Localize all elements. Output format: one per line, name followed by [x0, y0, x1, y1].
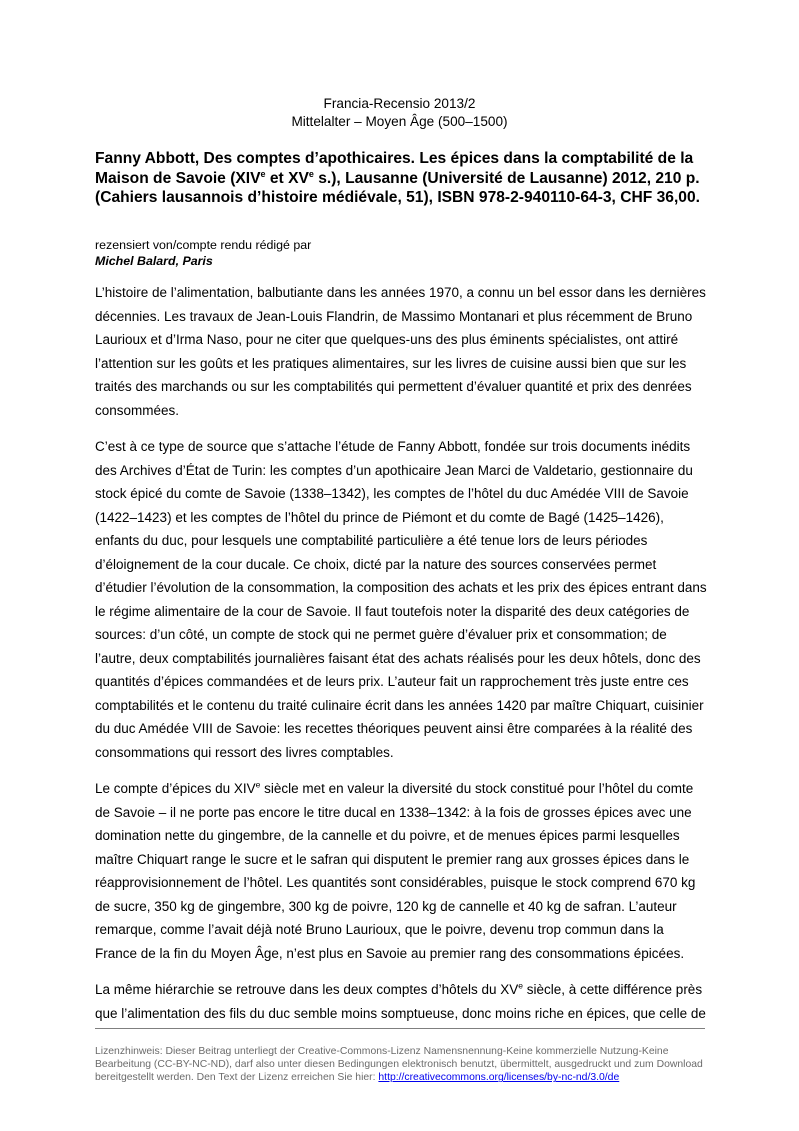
journal-section: Mittelalter – Moyen Âge (500–1500) [291, 114, 508, 129]
license-text: Lizenzhinweis: Dieser Beitrag unterliegt der Creative-Commons-Lizenz Namensnennung-Keine kommerzielle Nutzung-Keine Bearbeitung (CC-BY-NC-ND), darf also unter diesen Bedingungen elektronisch benutzt, übermittelt, ausgedruckt und zum Download bereitgestellt werden. Den Text der Lizenz erreichen Sie hier: [95, 1046, 703, 1084]
journal-header [0, 95, 799, 131]
footer-divider [95, 1028, 705, 1029]
journal-issue: Francia-Recensio 2013/2 [323, 96, 476, 111]
paragraph-4-start: La même hiérarchie se retrouve dans les deux comptes d’hôtels du XV [95, 982, 519, 997]
license-link[interactable]: http://creativecommons.org/licenses/by-nc-nd/3.0/de [378, 1072, 620, 1084]
reviewer-name: Michel Balard, Paris [95, 254, 213, 268]
review-title [95, 149, 715, 208]
paragraph-3-start: Le compte d’épices du XIV [95, 781, 256, 796]
paragraph-3-rest: siècle met en valeur la diversité du stock constitué pour l’hôtel du comte de Savoie – il ne porte pas encore le titre ducal en 1338–1342: à la fois de grosses épices avec une domination nette du gingembre, de la cannelle et du poivre, et de menues épices parmi lesquelles maître Chiquart range le sucre et le safran qui disputent le premier rang aux grosses épices dans le réapprovisionnement de l’hôtel. Les quantités sont considérables, puisque le stock comprend 670 kg de sucre, 350 kg de gingembre, 300 kg de poivre, 120 kg de cannelle et 40 kg de safran. L’auteur remarque, comme l’avait déjà noté Bruno Laurioux, que le poivre, devenu trop commun dans la France de la fin du Moyen Âge, n’est plus en Savoie au premier rang des consommations épicées. [95, 781, 696, 961]
paragraph-3 [95, 777, 709, 965]
paragraph-4-sup: e [518, 980, 523, 991]
review-body [95, 281, 709, 1038]
license-notice [95, 1045, 707, 1085]
paragraph-4-rest: siècle, à cette différence près que l’alimentation des fils du duc semble moins somptueuse, donc moins riche en épices, que celle de [95, 982, 706, 1021]
title-part-1: Fanny Abbott, Des comptes d’apothicaires. Les épices dans la comptabilité de la Maison de Savoie (XIV [95, 150, 694, 187]
reviewer-block [95, 237, 715, 269]
title-part-3: s.), Lausanne (Université de Lausanne) 2012, 210 p. (Cahiers lausannois d’histoire médiévale, 51), ISBN 978-2-940110-64-3, CHF 36,00. [95, 169, 700, 207]
reviewer-label: rezensiert von/compte rendu rédigé par [95, 238, 312, 252]
title-sup-2: e [308, 168, 314, 179]
paragraph-2: C’est à ce type de source que s’attache l’étude de Fanny Abbott, fondée sur trois documents inédits des Archives d’État de Turin: les comptes d’un apothicaire Jean Marci de Valdetario, gestionnaire du stock épicé du comte de Savoie (1338–1342), les comptes de l’hôtel du duc Amédée VIII de Savoie (1422–1423) et les comptes de l’hôtel du prince de Piémont et du comte de Bagé (1425–1426), enfants du duc, pour lesquels une comptabilité particulière a été tenue lors de leurs périodes d’éloignement de la cour ducale. Ce choix, dicté par la nature des sources conservées permet d’étudier l’évolution de la consommation, la composition des achats et les prix des épices entrant dans le régime alimentaire de la cour de Savoie. Il faut toutefois noter la disparité des deux catégories de sources: d’un côté, un compte de stock qui ne permet guère d’évaluer prix et consommation; de l’autre, deux comptabilités journalières faisant état des achats réalisés pour les deux hôtels, donc des quantités d’épices commandées et de leurs prix. L’auteur fait un rapprochement très juste entre ces comptabilités et le contenu du traité culinaire écrit dans les années 1420 par maître Chiquart, cuisinier du duc Amédée VIII de Savoie: les recettes théoriques peuvent ainsi être comparées à la réalité des consommations qui ressort des livres comptables. [95, 439, 707, 760]
title-part-2: et XV [265, 169, 309, 187]
title-sup-1: e [260, 168, 266, 179]
paragraph-3-sup: e [255, 779, 261, 790]
paragraph-1: L’histoire de l’alimentation, balbutiante dans les années 1970, a connu un bel essor dans les dernières décennies. Les travaux de Jean-Louis Flandrin, de Massimo Montanari et plus récemment de Bruno Laurioux et d’Irma Naso, pour ne citer que quelques-uns des plus éminents spécialistes, ont attiré l’attention sur les goûts et les pratiques alimentaires, sur les livres de cuisine aussi bien que sur les traités des marchands ou sur les comptabilités qui permettent d’évaluer quantité et prix des denrées consommées. [95, 285, 706, 418]
paragraph-4 [95, 978, 709, 1025]
